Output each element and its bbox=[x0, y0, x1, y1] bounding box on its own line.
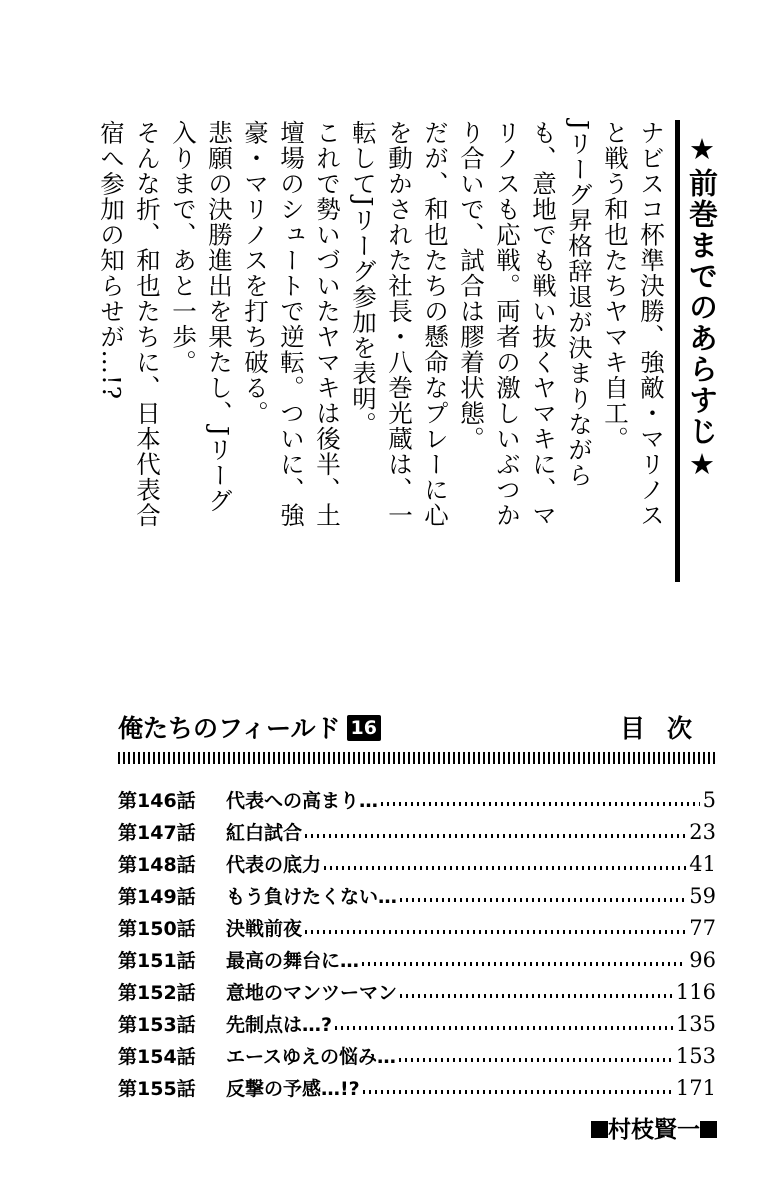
chapter-number: 第148話 bbox=[118, 854, 196, 876]
leader-dots bbox=[305, 930, 686, 934]
leader-dots bbox=[324, 866, 686, 870]
chapter-row[interactable] bbox=[118, 1040, 716, 1072]
synopsis-paragraph: だが、和也たちの懸命なプレーに心を動かされた社長・八巻光蔵は、一転してJリーグ参加を表明。 bbox=[349, 120, 450, 528]
contents-heading: 目次 bbox=[619, 714, 714, 743]
leader-dots bbox=[400, 898, 686, 902]
chapter-page: 135 bbox=[675, 1012, 716, 1036]
chapter-title: 先制点は…? bbox=[226, 1014, 333, 1036]
chapter-number: 第151話 bbox=[118, 950, 196, 972]
chapter-title: もう負けたくない… bbox=[226, 886, 398, 908]
chapter-number: 第152話 bbox=[118, 982, 196, 1004]
chapter-row[interactable] bbox=[118, 1072, 716, 1104]
chapter-title: 意地のマンツーマン bbox=[226, 982, 398, 1004]
chapter-title: 決戦前夜 bbox=[226, 918, 303, 940]
chapter-row[interactable] bbox=[118, 1008, 716, 1040]
leader-dots bbox=[381, 802, 700, 806]
chapter-title: エースゆえの悩み… bbox=[226, 1046, 397, 1068]
series-title bbox=[118, 712, 381, 746]
synopsis-paragraph: これで勢いづいたヤマキは後半、土壇場のシュートで逆転。ついに、強豪・マリノスを打ち破る。 bbox=[241, 120, 342, 528]
chapter-page: 171 bbox=[675, 1076, 716, 1100]
synopsis-paragraph: 悲願の決勝進出を果たし、Jリーグ入りまで、あと一歩。 bbox=[169, 120, 234, 514]
leader-dots bbox=[363, 1090, 673, 1094]
chapter-page: 116 bbox=[675, 980, 716, 1004]
chapter-number: 第150話 bbox=[118, 918, 196, 940]
chapter-page: 153 bbox=[675, 1044, 716, 1068]
chapter-row[interactable] bbox=[118, 912, 716, 944]
chapter-page: 96 bbox=[689, 948, 716, 972]
chapter-number: 第153話 bbox=[118, 1014, 196, 1036]
chapter-page: 23 bbox=[689, 820, 716, 844]
chapter-number: 第149話 bbox=[118, 886, 196, 908]
contents-header bbox=[118, 712, 718, 748]
chapter-title: 紅白試合 bbox=[226, 822, 303, 844]
chapter-title: 最高の舞台に… bbox=[226, 950, 360, 972]
synopsis-paragraph: Jリーグ昇格辞退が決まりながらも、意地でも戦い抜くヤマキに、マリノスも応戦。両者の激しいぶつかり合いで、試合は膠着状態。 bbox=[457, 120, 594, 528]
chapter-page: 5 bbox=[702, 788, 716, 812]
chapter-row[interactable] bbox=[118, 880, 716, 912]
chapter-title: 代表への高まり… bbox=[226, 790, 379, 812]
chapter-row[interactable] bbox=[118, 848, 716, 880]
contents-divider bbox=[118, 752, 716, 764]
leader-dots bbox=[335, 1026, 673, 1030]
chapter-page: 77 bbox=[689, 916, 716, 940]
synopsis-paragraph: そんな折、和也たちに、日本代表合宿へ参加の知らせが…!? bbox=[97, 120, 162, 528]
chapter-number: 第155話 bbox=[118, 1078, 196, 1100]
chapter-list bbox=[118, 784, 716, 1104]
square-mark-icon bbox=[700, 1121, 717, 1138]
leader-dots bbox=[399, 1058, 673, 1062]
leader-dots bbox=[305, 834, 686, 838]
synopsis-heading: ★前巻までのあらすじ★ bbox=[685, 132, 719, 483]
chapter-title: 代表の底力 bbox=[226, 854, 322, 876]
chapter-number: 第147話 bbox=[118, 822, 196, 844]
series-title-text: 俺たちのフィールド bbox=[118, 714, 341, 743]
leader-dots bbox=[362, 962, 686, 966]
chapter-page: 41 bbox=[689, 852, 716, 876]
chapter-number: 第154話 bbox=[118, 1046, 196, 1068]
author-credit bbox=[591, 1112, 717, 1148]
chapter-row[interactable] bbox=[118, 784, 716, 816]
chapter-title: 反撃の予感…!? bbox=[226, 1078, 360, 1100]
chapter-row[interactable] bbox=[118, 944, 716, 976]
chapter-page: 59 bbox=[689, 884, 716, 908]
synopsis-body bbox=[97, 120, 669, 530]
chapter-number: 第146話 bbox=[118, 790, 196, 812]
volume-number-badge: 16 bbox=[347, 715, 381, 741]
leader-dots bbox=[400, 994, 673, 998]
author-name: 村枝賢一 bbox=[608, 1117, 700, 1143]
synopsis-paragraph: ナビスコ杯準決勝、強敵・マリノスと戦う和也たちヤマキ自工。 bbox=[601, 120, 666, 528]
square-mark-icon bbox=[591, 1121, 608, 1138]
chapter-row[interactable] bbox=[118, 976, 716, 1008]
chapter-row[interactable] bbox=[118, 816, 716, 848]
